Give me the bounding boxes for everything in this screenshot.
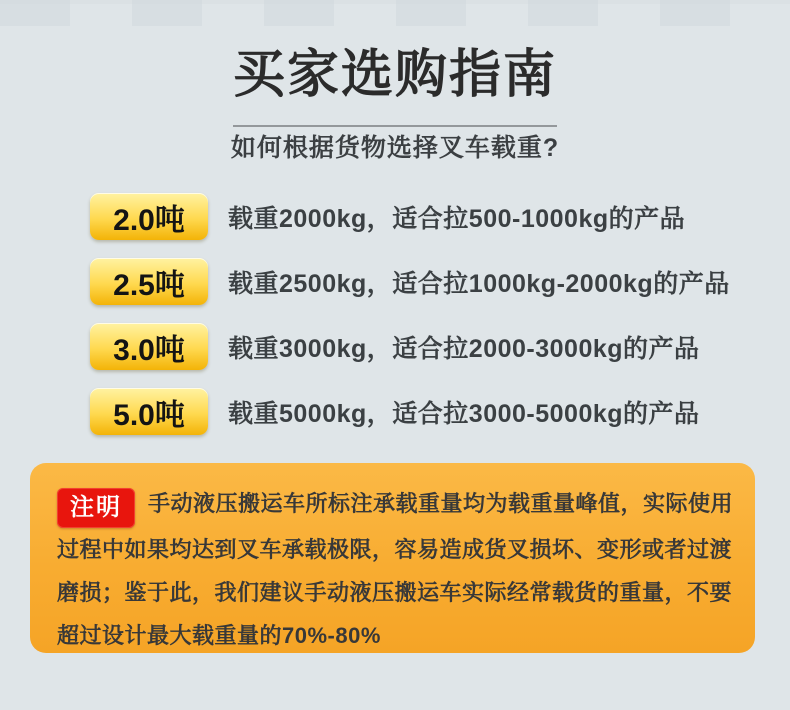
note-box: [30, 463, 755, 653]
capacity-row-2.5t: [90, 258, 730, 305]
capacity-badge: 3.0吨: [90, 323, 208, 370]
capacity-row-5.0t: [90, 388, 700, 435]
note-line-3: 磨损；鉴于此，我们建议手动液压搬运车实际经常载货的重量，不要: [57, 580, 733, 605]
capacity-description: 载重2500kg，适合拉1000kg-2000kg的产品: [228, 269, 730, 298]
title-divider: [233, 125, 557, 127]
capacity-badge: 2.5吨: [90, 258, 208, 305]
capacity-description: 载重5000kg，适合拉3000-5000kg的产品: [228, 399, 700, 428]
note-text-segment: 手动液压搬运车所标注承载重量均为载重量峰值，实际使用: [148, 491, 734, 516]
capacity-row-3.0t: [90, 323, 700, 370]
capacity-row-2.0t: [90, 193, 685, 240]
capacity-badge: 5.0吨: [90, 388, 208, 435]
capacity-badge: 2.0吨: [90, 193, 208, 240]
capacity-description: 载重3000kg，适合拉2000-3000kg的产品: [228, 334, 700, 363]
page-subtitle: 如何根据货物选择叉车载重?: [230, 134, 560, 162]
note-line-1: [57, 482, 737, 528]
note-label-badge: 注明: [57, 488, 135, 528]
note-line-4: 超过设计最大载重量的70%-80%: [57, 623, 381, 648]
top-watermark-strip: [0, 0, 790, 26]
note-line-2: 过程中如果均达到叉车承载极限，容易造成货叉损坏、变形或者过渡: [57, 537, 733, 562]
page-title: 买家选购指南: [232, 46, 557, 104]
capacity-description: 载重2000kg，适合拉500-1000kg的产品: [228, 204, 686, 233]
